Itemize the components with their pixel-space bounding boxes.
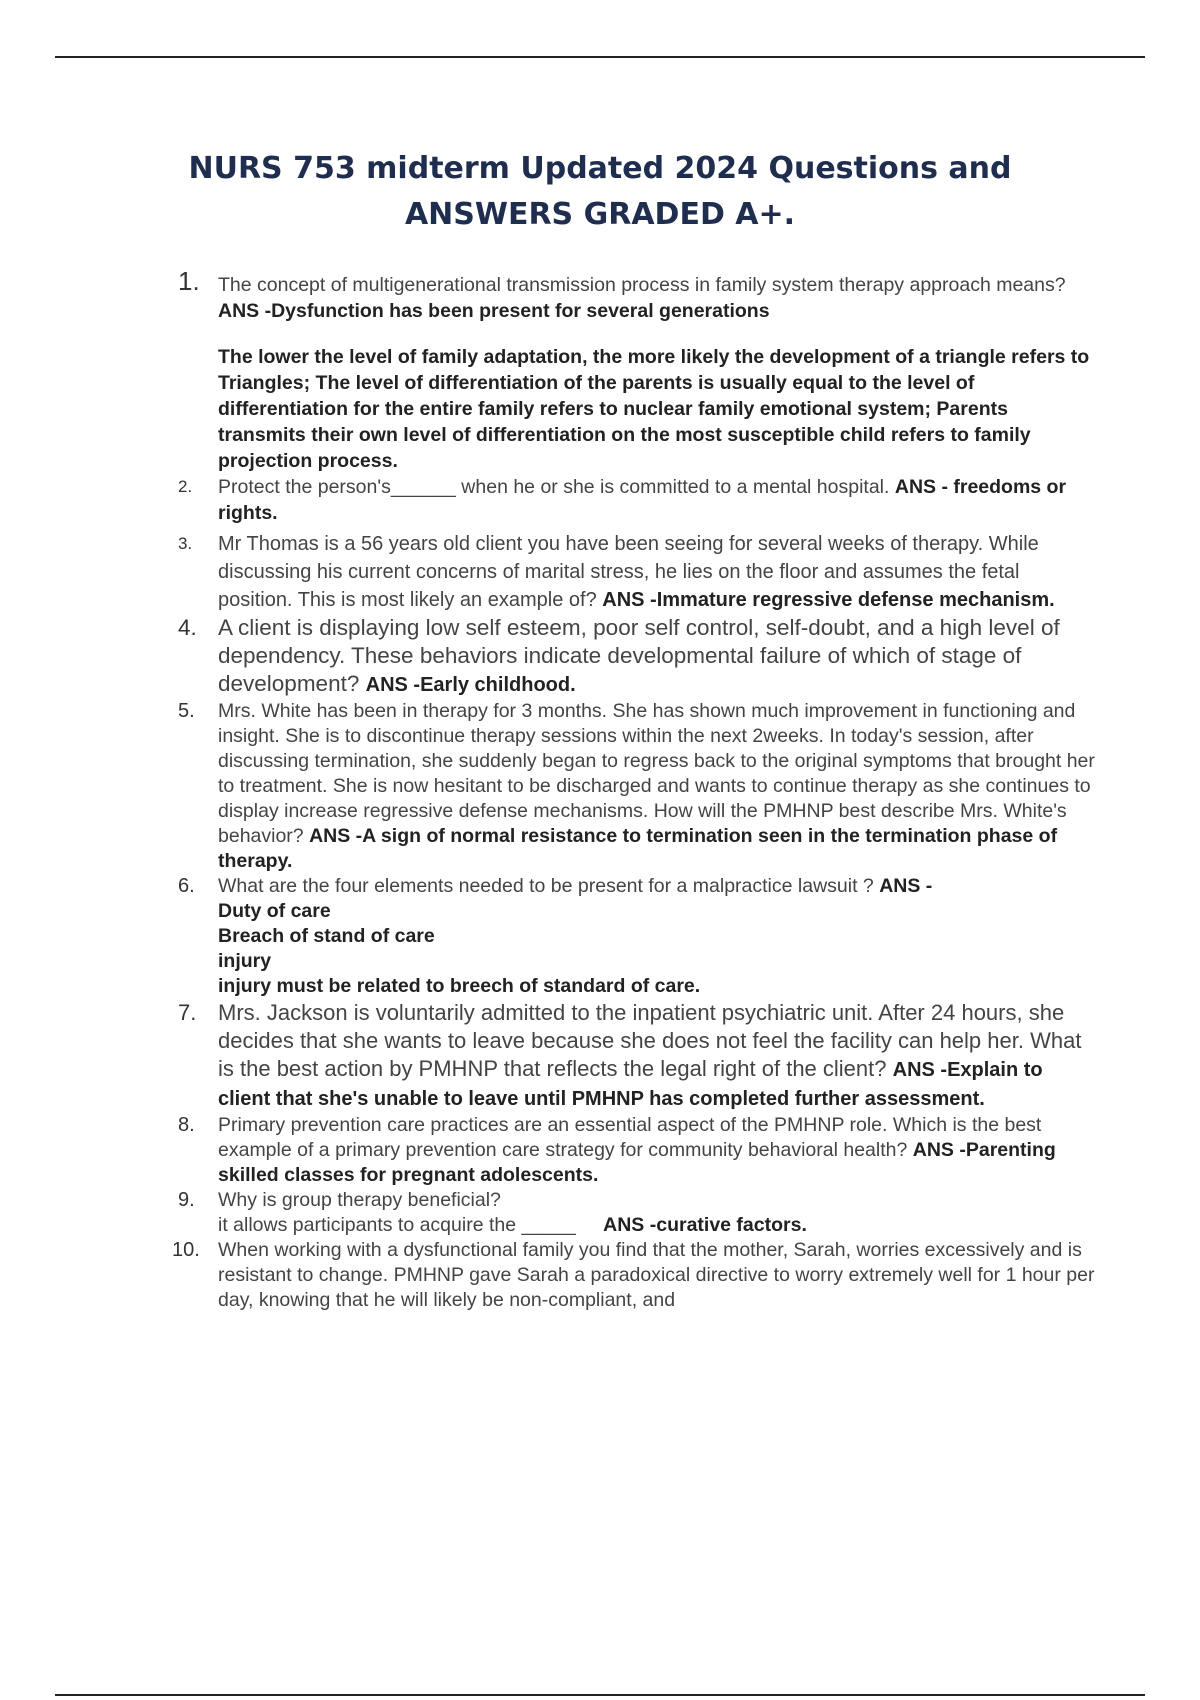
question-text: Mr Thomas is a 56 years old client you have been seeing for several weeks of therapy. While discussing his current concerns of marital stress, he lies on the floor and assumes the fetal position. This is most likely an example of? xyxy=(218,533,1039,611)
question-item-1 xyxy=(178,266,1098,474)
question-number: 7. xyxy=(178,1000,197,1025)
question-item-2 xyxy=(178,474,1098,526)
question-text: What are the four elements needed to be present for a malpractice lawsuit ? xyxy=(218,875,874,897)
question-text: When working with a dysfunctional family you find that the mother, Sarah, worries excessively and is resistant to change. PMHNP gave Sarah a paradoxical directive to worry extremely well for 1 hour per day, knowing that he will likely be non-compliant, and xyxy=(218,1239,1095,1311)
question-number: 3. xyxy=(178,534,193,553)
question-number: 2. xyxy=(178,477,193,496)
question-text: The concept of multigenerational transmission process in family system therapy approach means? xyxy=(218,274,1066,296)
answer-text: ANS -Early childhood. xyxy=(365,674,576,696)
question-number: 8. xyxy=(178,1114,195,1136)
question-item-9 xyxy=(178,1188,1098,1238)
question-text: Mrs. White has been in therapy for 3 months. She has shown much improvement in functioning and insight. She is to discontinue therapy sessions within the next 2weeks. In today's session, after discussing termination, she suddenly began to regress back to the original symptoms that brought her to treatment. She is now hesitant to be discharged and wants to continue therapy as she continues to display increase regressive defense mechanisms. How will the PMHNP best describe Mrs. White's behavior? xyxy=(218,700,1095,847)
answer-extra: The lower the level of family adaptation, the more likely the development of a triangle refers to Triangles; The level of differentiation of the parents is usually equal to the level of differentiation for the entire family refers to nuclear family emotional system; Parents transmits their own level of differentiation on the most susceptible child refers to family projection process. xyxy=(218,346,1090,472)
question-text: Mrs. Jackson is voluntarily admitted to the inpatient psychiatric unit. After 24 hours, she decides that she wants to leave because she does not feel the facility can help her. What is the best action by PMHNP that reflects the legal right of the client? xyxy=(218,1000,1082,1081)
answer-text: ANS - xyxy=(879,875,933,897)
question-item-4 xyxy=(178,614,1098,699)
question-number: 6. xyxy=(178,875,195,897)
answer-text: ANS - freedoms or rights. xyxy=(218,476,1067,524)
question-text: Protect the person's______ when he or she is committed to a mental hospital. xyxy=(218,476,890,498)
question-text-line2: it allows participants to acquire the _____ xyxy=(218,1214,576,1236)
answer-text: ANS -A sign of normal resistance to termination seen in the termination phase of therapy. xyxy=(218,825,1058,872)
answer-text: ANS -Explain to client that she's unable to leave until PMHNP has completed further assessment. xyxy=(218,1059,1043,1110)
answer-text: ANS -Dysfunction has been present for several generations xyxy=(218,300,770,322)
question-number: 4. xyxy=(178,615,197,640)
document-title: NURS 753 midterm Updated 2024 Questions and ANSWERS GRADED A+. xyxy=(188,151,1012,232)
question-list xyxy=(172,266,1098,1313)
question-text: A client is displaying low self esteem, poor self control, self-doubt, and a high level of dependency. These behaviors indicate developmental failure of which of stage of development? xyxy=(218,615,1060,696)
top-rule xyxy=(55,56,1145,58)
question-number: 5. xyxy=(178,700,195,722)
question-item-3 xyxy=(178,530,1098,614)
question-text: Primary prevention care practices are an essential aspect of the PMHNP role. Which is the best example of a primary prevention care strategy for community behavioral health? xyxy=(218,1114,1042,1161)
question-number: 9. xyxy=(178,1189,195,1211)
answer-line: Breach of stand of care xyxy=(218,925,435,947)
answer-text: ANS -Immature regressive defense mechanism. xyxy=(602,589,1055,611)
bottom-rule xyxy=(55,1694,1145,1696)
question-number: 10. xyxy=(172,1239,200,1261)
question-item-10 xyxy=(172,1238,1098,1313)
answer-text: ANS -curative factors. xyxy=(603,1214,807,1236)
answer-line: injury must be related to breech of standard of care. xyxy=(218,975,701,997)
question-item-5 xyxy=(178,699,1098,874)
question-item-7 xyxy=(178,999,1098,1113)
question-text: Why is group therapy beneficial? xyxy=(218,1189,501,1211)
question-item-6 xyxy=(178,874,1098,999)
question-item-8 xyxy=(178,1113,1098,1188)
answer-line: injury xyxy=(218,950,272,972)
answer-text: ANS -Parenting skilled classes for pregnant adolescents. xyxy=(218,1139,1056,1186)
question-number: 1. xyxy=(178,266,200,296)
answer-line: Duty of care xyxy=(218,900,331,922)
